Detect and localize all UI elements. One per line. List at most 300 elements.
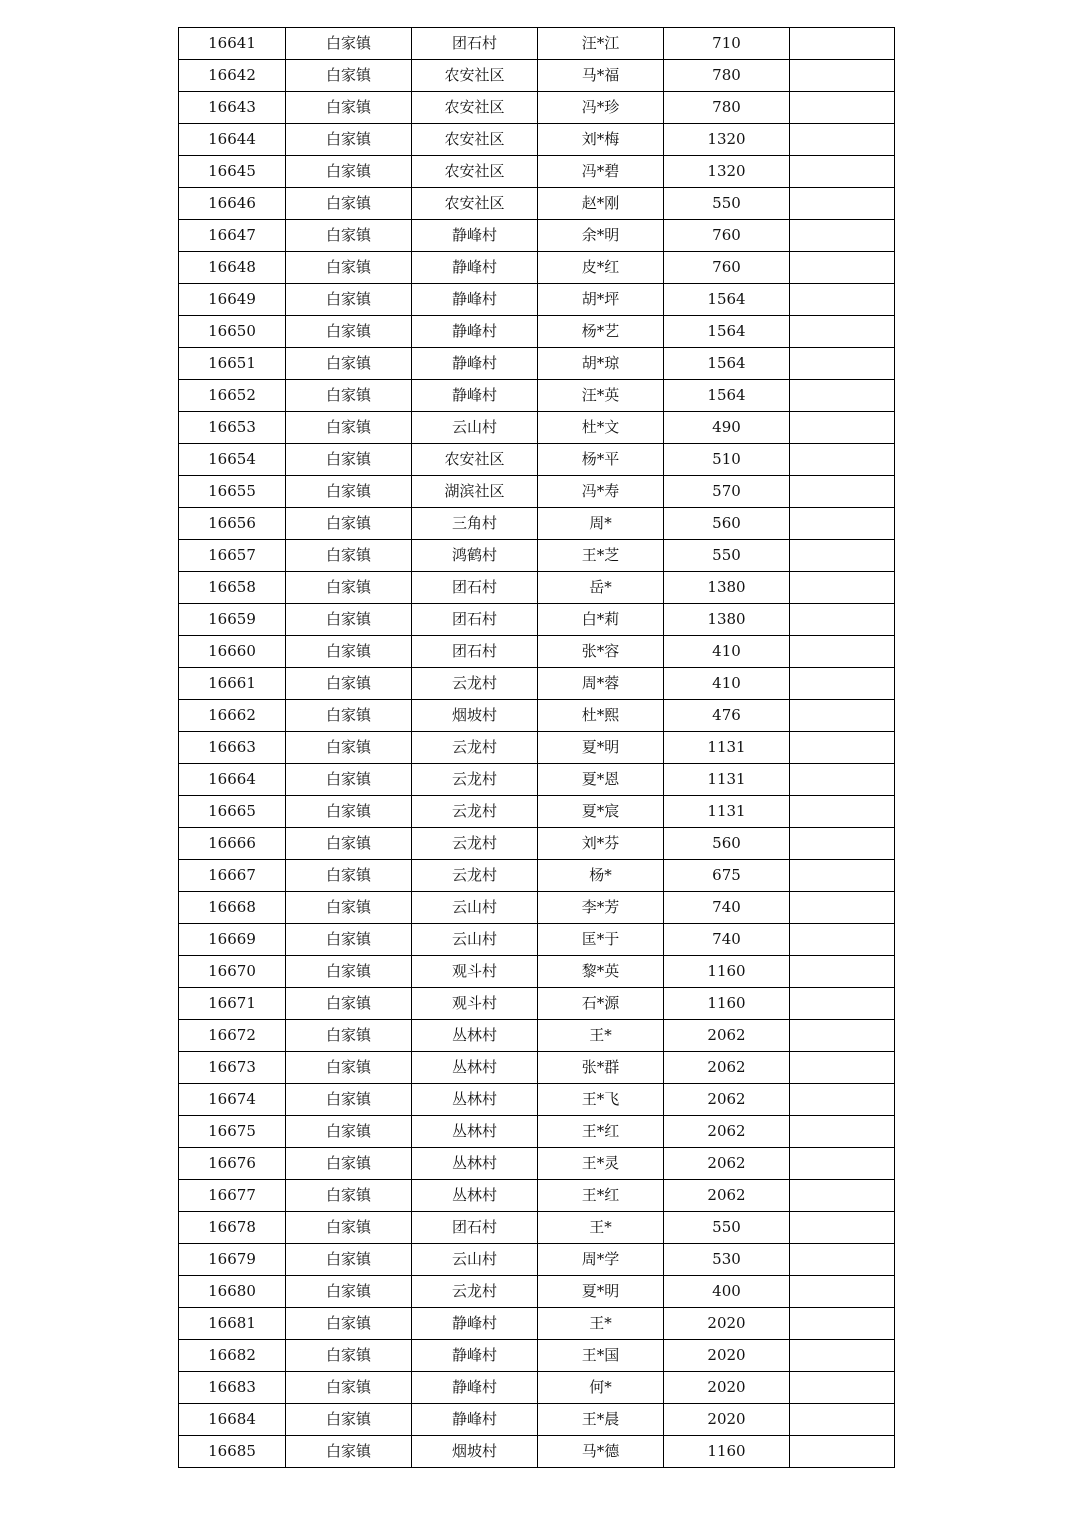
- name-cell: 王*晨: [538, 1404, 664, 1436]
- town-cell: 白家镇: [286, 28, 412, 60]
- town-cell: 白家镇: [286, 860, 412, 892]
- table-row: [179, 1116, 895, 1148]
- serial-number-cell: 16667: [179, 860, 286, 892]
- table-row: [179, 572, 895, 604]
- name-cell: 夏*恩: [538, 764, 664, 796]
- name-cell: 胡*琼: [538, 348, 664, 380]
- remark-cell: [790, 1212, 895, 1244]
- amount-cell: 1564: [664, 380, 790, 412]
- serial-number-cell: 16679: [179, 1244, 286, 1276]
- amount-cell: 740: [664, 924, 790, 956]
- name-cell: 王*红: [538, 1116, 664, 1148]
- serial-number-cell: 16662: [179, 700, 286, 732]
- village-cell: 农安社区: [412, 156, 538, 188]
- table-row: [179, 124, 895, 156]
- serial-number-cell: 16645: [179, 156, 286, 188]
- name-cell: 匡*于: [538, 924, 664, 956]
- remark-cell: [790, 1052, 895, 1084]
- name-cell: 赵*刚: [538, 188, 664, 220]
- serial-number-cell: 16656: [179, 508, 286, 540]
- town-cell: 白家镇: [286, 60, 412, 92]
- remark-cell: [790, 828, 895, 860]
- amount-cell: 410: [664, 636, 790, 668]
- table-row: [179, 540, 895, 572]
- table-row: [179, 668, 895, 700]
- town-cell: 白家镇: [286, 668, 412, 700]
- village-cell: 丛林村: [412, 1084, 538, 1116]
- remark-cell: [790, 220, 895, 252]
- name-cell: 岳*: [538, 572, 664, 604]
- name-cell: 王*: [538, 1212, 664, 1244]
- village-cell: 丛林村: [412, 1052, 538, 1084]
- village-cell: 静峰村: [412, 1308, 538, 1340]
- table-row: [179, 1052, 895, 1084]
- village-cell: 云山村: [412, 892, 538, 924]
- name-cell: 周*: [538, 508, 664, 540]
- amount-cell: 1160: [664, 956, 790, 988]
- serial-number-cell: 16685: [179, 1436, 286, 1468]
- amount-cell: 560: [664, 828, 790, 860]
- table-row: [179, 220, 895, 252]
- serial-number-cell: 16670: [179, 956, 286, 988]
- town-cell: 白家镇: [286, 732, 412, 764]
- serial-number-cell: 16646: [179, 188, 286, 220]
- serial-number-cell: 16644: [179, 124, 286, 156]
- village-cell: 鸿鹤村: [412, 540, 538, 572]
- amount-cell: 780: [664, 60, 790, 92]
- serial-number-cell: 16683: [179, 1372, 286, 1404]
- remark-cell: [790, 476, 895, 508]
- town-cell: 白家镇: [286, 1404, 412, 1436]
- serial-number-cell: 16680: [179, 1276, 286, 1308]
- remark-cell: [790, 348, 895, 380]
- amount-cell: 1320: [664, 156, 790, 188]
- serial-number-cell: 16676: [179, 1148, 286, 1180]
- town-cell: 白家镇: [286, 828, 412, 860]
- amount-cell: 1131: [664, 732, 790, 764]
- name-cell: 杜*熙: [538, 700, 664, 732]
- name-cell: 刘*芬: [538, 828, 664, 860]
- serial-number-cell: 16661: [179, 668, 286, 700]
- town-cell: 白家镇: [286, 1180, 412, 1212]
- village-cell: 农安社区: [412, 92, 538, 124]
- village-cell: 云龙村: [412, 668, 538, 700]
- amount-cell: 710: [664, 28, 790, 60]
- amount-cell: 1131: [664, 796, 790, 828]
- village-cell: 云山村: [412, 412, 538, 444]
- remark-cell: [790, 124, 895, 156]
- table-row: [179, 60, 895, 92]
- amount-cell: 1380: [664, 572, 790, 604]
- amount-cell: 530: [664, 1244, 790, 1276]
- table-row: [179, 1276, 895, 1308]
- town-cell: 白家镇: [286, 700, 412, 732]
- town-cell: 白家镇: [286, 316, 412, 348]
- remark-cell: [790, 1084, 895, 1116]
- amount-cell: 476: [664, 700, 790, 732]
- village-cell: 团石村: [412, 572, 538, 604]
- serial-number-cell: 16653: [179, 412, 286, 444]
- name-cell: 马*德: [538, 1436, 664, 1468]
- village-cell: 观斗村: [412, 988, 538, 1020]
- village-cell: 农安社区: [412, 188, 538, 220]
- amount-cell: 570: [664, 476, 790, 508]
- name-cell: 王*: [538, 1308, 664, 1340]
- table-row: [179, 1148, 895, 1180]
- town-cell: 白家镇: [286, 1308, 412, 1340]
- town-cell: 白家镇: [286, 156, 412, 188]
- name-cell: 杜*文: [538, 412, 664, 444]
- town-cell: 白家镇: [286, 348, 412, 380]
- serial-number-cell: 16642: [179, 60, 286, 92]
- amount-cell: 780: [664, 92, 790, 124]
- village-cell: 静峰村: [412, 1340, 538, 1372]
- village-cell: 静峰村: [412, 380, 538, 412]
- roster-table-body: [179, 28, 895, 1468]
- village-cell: 丛林村: [412, 1020, 538, 1052]
- remark-cell: [790, 1276, 895, 1308]
- name-cell: 王*灵: [538, 1148, 664, 1180]
- remark-cell: [790, 540, 895, 572]
- village-cell: 云龙村: [412, 796, 538, 828]
- amount-cell: 1160: [664, 1436, 790, 1468]
- roster-table: [178, 27, 895, 1468]
- serial-number-cell: 16643: [179, 92, 286, 124]
- table-row: [179, 700, 895, 732]
- table-row: [179, 860, 895, 892]
- village-cell: 云龙村: [412, 828, 538, 860]
- town-cell: 白家镇: [286, 1212, 412, 1244]
- name-cell: 杨*平: [538, 444, 664, 476]
- name-cell: 白*莉: [538, 604, 664, 636]
- remark-cell: [790, 924, 895, 956]
- town-cell: 白家镇: [286, 956, 412, 988]
- serial-number-cell: 16669: [179, 924, 286, 956]
- village-cell: 团石村: [412, 604, 538, 636]
- village-cell: 静峰村: [412, 316, 538, 348]
- table-row: [179, 1084, 895, 1116]
- town-cell: 白家镇: [286, 764, 412, 796]
- serial-number-cell: 16682: [179, 1340, 286, 1372]
- village-cell: 团石村: [412, 1212, 538, 1244]
- serial-number-cell: 16654: [179, 444, 286, 476]
- table-row: [179, 828, 895, 860]
- amount-cell: 510: [664, 444, 790, 476]
- table-row: [179, 412, 895, 444]
- serial-number-cell: 16652: [179, 380, 286, 412]
- town-cell: 白家镇: [286, 796, 412, 828]
- amount-cell: 2062: [664, 1084, 790, 1116]
- amount-cell: 550: [664, 540, 790, 572]
- remark-cell: [790, 412, 895, 444]
- town-cell: 白家镇: [286, 604, 412, 636]
- remark-cell: [790, 1020, 895, 1052]
- village-cell: 静峰村: [412, 220, 538, 252]
- remark-cell: [790, 1148, 895, 1180]
- town-cell: 白家镇: [286, 1276, 412, 1308]
- amount-cell: 1380: [664, 604, 790, 636]
- table-row: [179, 188, 895, 220]
- remark-cell: [790, 1244, 895, 1276]
- village-cell: 静峰村: [412, 284, 538, 316]
- name-cell: 何*: [538, 1372, 664, 1404]
- table-row: [179, 348, 895, 380]
- village-cell: 丛林村: [412, 1148, 538, 1180]
- serial-number-cell: 16672: [179, 1020, 286, 1052]
- name-cell: 王*: [538, 1020, 664, 1052]
- table-row: [179, 1372, 895, 1404]
- remark-cell: [790, 1340, 895, 1372]
- table-row: [179, 476, 895, 508]
- remark-cell: [790, 892, 895, 924]
- table-row: [179, 924, 895, 956]
- village-cell: 静峰村: [412, 1372, 538, 1404]
- remark-cell: [790, 28, 895, 60]
- village-cell: 湖滨社区: [412, 476, 538, 508]
- town-cell: 白家镇: [286, 252, 412, 284]
- table-row: [179, 892, 895, 924]
- remark-cell: [790, 604, 895, 636]
- name-cell: 张*群: [538, 1052, 664, 1084]
- village-cell: 农安社区: [412, 60, 538, 92]
- serial-number-cell: 16666: [179, 828, 286, 860]
- remark-cell: [790, 1372, 895, 1404]
- town-cell: 白家镇: [286, 476, 412, 508]
- remark-cell: [790, 636, 895, 668]
- village-cell: 静峰村: [412, 1404, 538, 1436]
- table-row: [179, 252, 895, 284]
- serial-number-cell: 16675: [179, 1116, 286, 1148]
- remark-cell: [790, 156, 895, 188]
- serial-number-cell: 16660: [179, 636, 286, 668]
- town-cell: 白家镇: [286, 444, 412, 476]
- table-row: [179, 28, 895, 60]
- village-cell: 云山村: [412, 924, 538, 956]
- amount-cell: 550: [664, 1212, 790, 1244]
- town-cell: 白家镇: [286, 1372, 412, 1404]
- town-cell: 白家镇: [286, 220, 412, 252]
- table-row: [179, 156, 895, 188]
- remark-cell: [790, 1180, 895, 1212]
- serial-number-cell: 16664: [179, 764, 286, 796]
- table-row: [179, 1020, 895, 1052]
- town-cell: 白家镇: [286, 1340, 412, 1372]
- serial-number-cell: 16663: [179, 732, 286, 764]
- amount-cell: 490: [664, 412, 790, 444]
- town-cell: 白家镇: [286, 412, 412, 444]
- amount-cell: 1564: [664, 284, 790, 316]
- table-row: [179, 1404, 895, 1436]
- name-cell: 冯*珍: [538, 92, 664, 124]
- name-cell: 王*芝: [538, 540, 664, 572]
- serial-number-cell: 16674: [179, 1084, 286, 1116]
- village-cell: 云龙村: [412, 860, 538, 892]
- name-cell: 冯*碧: [538, 156, 664, 188]
- village-cell: 团石村: [412, 636, 538, 668]
- table-row: [179, 1244, 895, 1276]
- amount-cell: 2020: [664, 1340, 790, 1372]
- name-cell: 周*学: [538, 1244, 664, 1276]
- remark-cell: [790, 860, 895, 892]
- village-cell: 农安社区: [412, 444, 538, 476]
- village-cell: 烟坡村: [412, 1436, 538, 1468]
- town-cell: 白家镇: [286, 892, 412, 924]
- table-row: [179, 956, 895, 988]
- serial-number-cell: 16668: [179, 892, 286, 924]
- town-cell: 白家镇: [286, 284, 412, 316]
- remark-cell: [790, 700, 895, 732]
- remark-cell: [790, 1404, 895, 1436]
- amount-cell: 2062: [664, 1180, 790, 1212]
- remark-cell: [790, 988, 895, 1020]
- table-row: [179, 1212, 895, 1244]
- name-cell: 夏*明: [538, 1276, 664, 1308]
- name-cell: 夏*宸: [538, 796, 664, 828]
- table-row: [179, 1180, 895, 1212]
- remark-cell: [790, 188, 895, 220]
- village-cell: 静峰村: [412, 252, 538, 284]
- amount-cell: 760: [664, 220, 790, 252]
- town-cell: 白家镇: [286, 924, 412, 956]
- table-row: [179, 316, 895, 348]
- name-cell: 刘*梅: [538, 124, 664, 156]
- table-row: [179, 380, 895, 412]
- village-cell: 云龙村: [412, 1276, 538, 1308]
- amount-cell: 550: [664, 188, 790, 220]
- town-cell: 白家镇: [286, 124, 412, 156]
- name-cell: 黎*英: [538, 956, 664, 988]
- town-cell: 白家镇: [286, 1436, 412, 1468]
- town-cell: 白家镇: [286, 1148, 412, 1180]
- town-cell: 白家镇: [286, 1244, 412, 1276]
- remark-cell: [790, 60, 895, 92]
- amount-cell: 675: [664, 860, 790, 892]
- name-cell: 石*源: [538, 988, 664, 1020]
- remark-cell: [790, 444, 895, 476]
- remark-cell: [790, 764, 895, 796]
- remark-cell: [790, 1436, 895, 1468]
- name-cell: 杨*艺: [538, 316, 664, 348]
- amount-cell: 2062: [664, 1052, 790, 1084]
- town-cell: 白家镇: [286, 1084, 412, 1116]
- remark-cell: [790, 796, 895, 828]
- name-cell: 皮*红: [538, 252, 664, 284]
- remark-cell: [790, 252, 895, 284]
- name-cell: 杨*: [538, 860, 664, 892]
- table-row: [179, 508, 895, 540]
- name-cell: 张*容: [538, 636, 664, 668]
- name-cell: 夏*明: [538, 732, 664, 764]
- village-cell: 丛林村: [412, 1116, 538, 1148]
- town-cell: 白家镇: [286, 92, 412, 124]
- remark-cell: [790, 956, 895, 988]
- serial-number-cell: 16648: [179, 252, 286, 284]
- town-cell: 白家镇: [286, 1116, 412, 1148]
- remark-cell: [790, 284, 895, 316]
- remark-cell: [790, 1116, 895, 1148]
- name-cell: 余*明: [538, 220, 664, 252]
- amount-cell: 410: [664, 668, 790, 700]
- town-cell: 白家镇: [286, 1020, 412, 1052]
- name-cell: 马*福: [538, 60, 664, 92]
- serial-number-cell: 16655: [179, 476, 286, 508]
- table-row: [179, 636, 895, 668]
- serial-number-cell: 16677: [179, 1180, 286, 1212]
- village-cell: 云龙村: [412, 732, 538, 764]
- amount-cell: 740: [664, 892, 790, 924]
- table-row: [179, 1436, 895, 1468]
- amount-cell: 2020: [664, 1404, 790, 1436]
- amount-cell: 1320: [664, 124, 790, 156]
- name-cell: 王*红: [538, 1180, 664, 1212]
- amount-cell: 2020: [664, 1372, 790, 1404]
- serial-number-cell: 16651: [179, 348, 286, 380]
- village-cell: 团石村: [412, 28, 538, 60]
- village-cell: 观斗村: [412, 956, 538, 988]
- table-row: [179, 284, 895, 316]
- remark-cell: [790, 1308, 895, 1340]
- town-cell: 白家镇: [286, 572, 412, 604]
- amount-cell: 560: [664, 508, 790, 540]
- town-cell: 白家镇: [286, 508, 412, 540]
- village-cell: 三角村: [412, 508, 538, 540]
- remark-cell: [790, 732, 895, 764]
- serial-number-cell: 16659: [179, 604, 286, 636]
- town-cell: 白家镇: [286, 188, 412, 220]
- village-cell: 静峰村: [412, 348, 538, 380]
- table-row: [179, 444, 895, 476]
- name-cell: 胡*坪: [538, 284, 664, 316]
- serial-number-cell: 16647: [179, 220, 286, 252]
- table-row: [179, 988, 895, 1020]
- village-cell: 烟坡村: [412, 700, 538, 732]
- village-cell: 农安社区: [412, 124, 538, 156]
- serial-number-cell: 16673: [179, 1052, 286, 1084]
- table-row: [179, 1340, 895, 1372]
- name-cell: 汪*江: [538, 28, 664, 60]
- amount-cell: 400: [664, 1276, 790, 1308]
- serial-number-cell: 16641: [179, 28, 286, 60]
- amount-cell: 1131: [664, 764, 790, 796]
- remark-cell: [790, 92, 895, 124]
- amount-cell: 2062: [664, 1148, 790, 1180]
- town-cell: 白家镇: [286, 380, 412, 412]
- amount-cell: 2020: [664, 1308, 790, 1340]
- remark-cell: [790, 668, 895, 700]
- name-cell: 王*飞: [538, 1084, 664, 1116]
- name-cell: 周*蓉: [538, 668, 664, 700]
- town-cell: 白家镇: [286, 988, 412, 1020]
- town-cell: 白家镇: [286, 540, 412, 572]
- serial-number-cell: 16658: [179, 572, 286, 604]
- serial-number-cell: 16657: [179, 540, 286, 572]
- name-cell: 汪*英: [538, 380, 664, 412]
- amount-cell: 1564: [664, 316, 790, 348]
- village-cell: 云山村: [412, 1244, 538, 1276]
- serial-number-cell: 16671: [179, 988, 286, 1020]
- amount-cell: 2062: [664, 1020, 790, 1052]
- remark-cell: [790, 508, 895, 540]
- town-cell: 白家镇: [286, 1052, 412, 1084]
- table-row: [179, 604, 895, 636]
- remark-cell: [790, 572, 895, 604]
- amount-cell: 760: [664, 252, 790, 284]
- table-row: [179, 732, 895, 764]
- serial-number-cell: 16681: [179, 1308, 286, 1340]
- amount-cell: 2062: [664, 1116, 790, 1148]
- serial-number-cell: 16665: [179, 796, 286, 828]
- serial-number-cell: 16684: [179, 1404, 286, 1436]
